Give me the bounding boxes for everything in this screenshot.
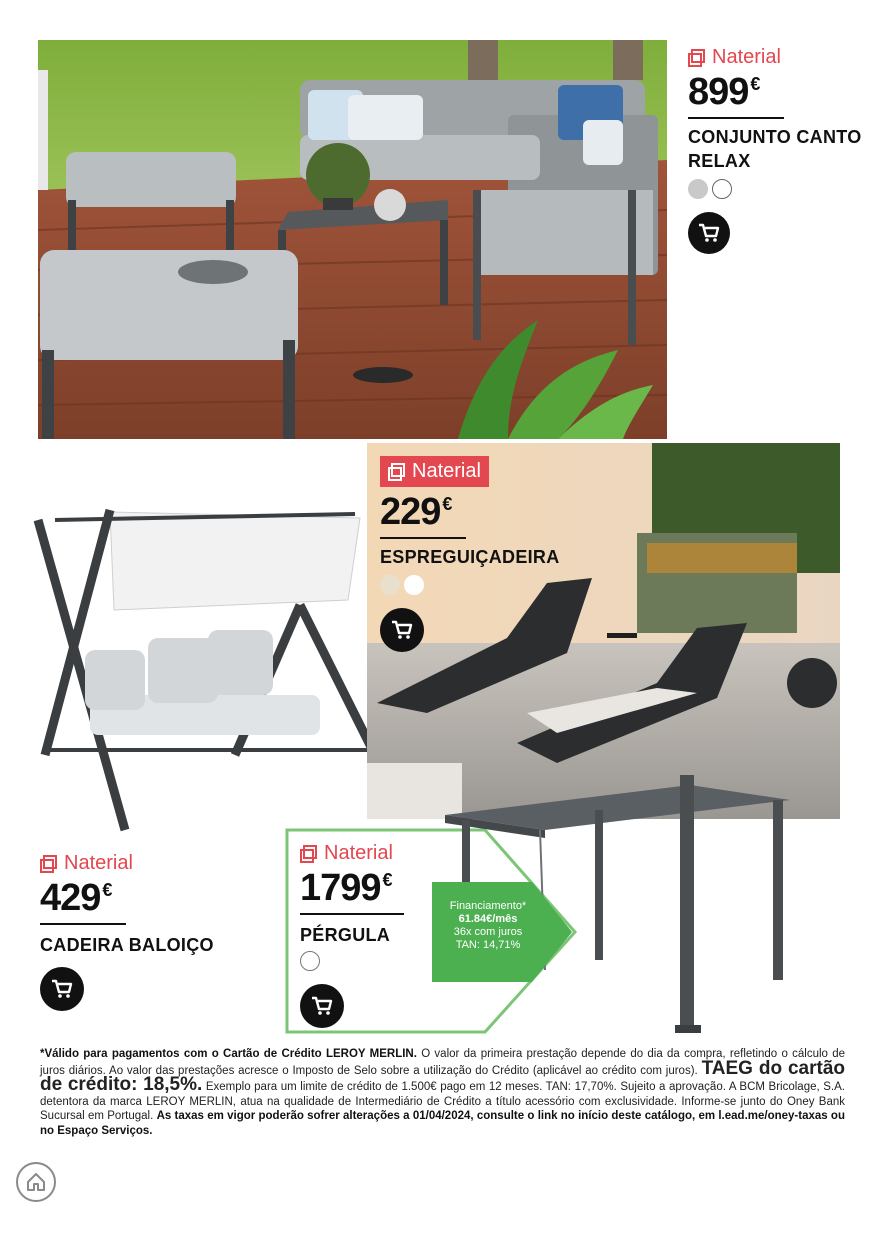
product-name: CONJUNTO CANTO RELAX — [688, 127, 862, 171]
product-name: CADEIRA BALOIÇO — [40, 935, 214, 955]
financing-term: 36x com juros — [453, 926, 523, 938]
price: 229 € — [380, 491, 452, 533]
add-to-cart-button[interactable] — [380, 608, 424, 652]
color-swatch-white[interactable] — [300, 951, 320, 971]
footer-closing: As taxas em vigor poderão sofrer alterações a 01/04/2024, consulte o link no início deste catálogo, em l.ead.me/oney-taxas ou no Espaço Serviços. — [40, 1110, 845, 1137]
color-swatch-grey[interactable] — [688, 179, 708, 199]
naterial-logo-icon — [388, 463, 406, 481]
naterial-logo-icon — [300, 845, 318, 863]
add-to-cart-button[interactable] — [40, 967, 84, 1011]
brand-naterial — [40, 852, 260, 875]
legal-footer — [40, 1047, 845, 1138]
brand-naterial — [380, 456, 489, 487]
price-divider — [40, 923, 126, 925]
naterial-logo-icon — [40, 855, 58, 873]
footer-intro-text: O valor da primeira prestação depende do dia da compra, refletindo o cálculo de juros diários. Ao valor das prestações acresce o Imposto de Selo sobre a utilização do Crédito (aplicável ao crédito com juros). — [40, 1048, 846, 1077]
brand-naterial — [688, 46, 878, 69]
home-icon — [25, 1171, 47, 1193]
color-swatch-white[interactable] — [712, 179, 732, 199]
product-card-pergola — [300, 842, 440, 1028]
home-button[interactable] — [16, 1162, 56, 1202]
naterial-logo-icon — [688, 49, 706, 67]
brand-label: Naterial — [324, 842, 393, 864]
cart-icon — [50, 978, 74, 1000]
product-card-swing — [40, 852, 260, 1011]
financing-badge — [432, 882, 574, 982]
financing-title: Financiamento* — [449, 900, 527, 912]
swing-chair-photo[interactable] — [30, 500, 375, 835]
cart-icon — [390, 619, 414, 641]
cart-icon — [310, 995, 334, 1017]
footer-example: Exemplo para um limite de crédito de 1.500€ pago em 12 meses. TAN: 17,70%. Sujeito a aprovação. A BCM Bricolage, S.A. detentora da marca LEROY MERLIN, atua na qualidade de Intermediário de Crédito a título acessório com exclusividade. Informe-se junto do Oney Bank Sucursal em Portugal. — [40, 1081, 845, 1122]
price-divider — [300, 913, 404, 915]
brand-label: Naterial — [64, 852, 133, 874]
product-card-lounge — [688, 46, 878, 254]
price-divider — [380, 537, 466, 539]
product-name: ESPREGUIÇADEIRA — [380, 547, 560, 567]
brand-naterial — [300, 842, 440, 865]
add-to-cart-button[interactable] — [300, 984, 344, 1028]
price: 429 € — [40, 877, 112, 919]
financing-tan: TAN: 14,71% — [455, 939, 521, 951]
price: 1799 € — [300, 867, 392, 909]
footer-taeg: TAEG do cartão de crédito: 18,5%. — [40, 1057, 846, 1095]
lounge-set-illustration — [38, 40, 667, 439]
cart-icon — [697, 222, 721, 244]
color-swatch-beige[interactable] — [380, 575, 400, 595]
price-divider — [688, 117, 784, 119]
brand-label: Naterial — [412, 460, 481, 482]
add-to-cart-button[interactable] — [688, 212, 730, 254]
product-card-lounger — [380, 456, 600, 652]
price: 899 € — [688, 71, 760, 113]
brand-label: Naterial — [712, 46, 781, 68]
footer-intro: *Válido para pagamentos com o Cartão de Crédito LEROY MERLIN. — [40, 1048, 417, 1060]
financing-monthly: 61.84€/mês — [458, 913, 518, 925]
lounge-set-photo[interactable] — [38, 40, 667, 439]
color-swatch-white[interactable] — [404, 575, 424, 595]
product-name: PÉRGULA — [300, 925, 391, 945]
swing-chair-illustration — [30, 500, 375, 835]
